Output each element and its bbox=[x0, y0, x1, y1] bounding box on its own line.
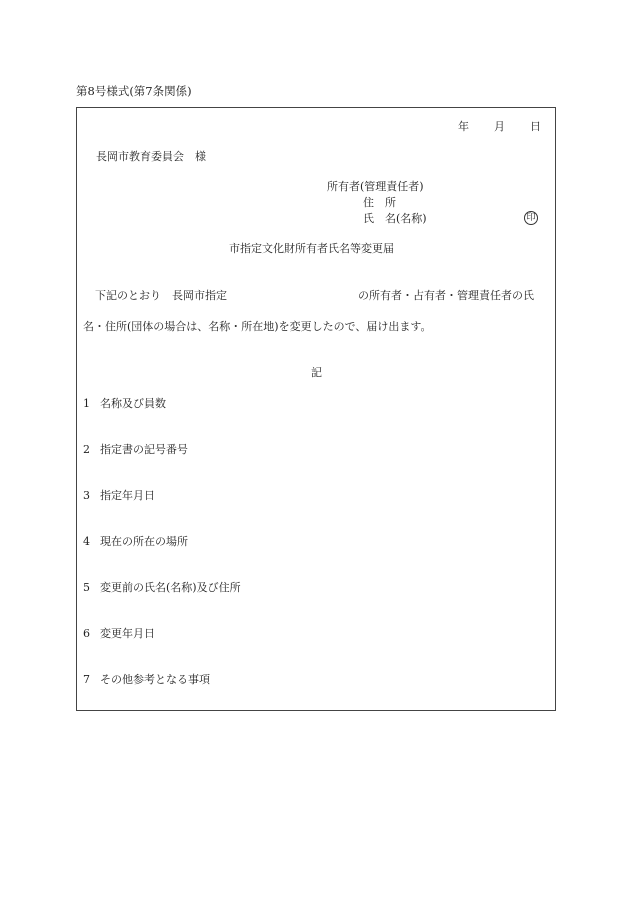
owner-label: 所有者(管理責任者) bbox=[327, 180, 424, 193]
date-day-label: 日 bbox=[530, 120, 541, 133]
form-title: 市指定文化財所有者氏名等変更届 bbox=[229, 242, 394, 255]
body-line1-part1: 下記のとおり 長岡市指定 bbox=[95, 289, 227, 302]
item-number: 7 bbox=[83, 673, 90, 686]
date-month-label: 月 bbox=[494, 120, 505, 133]
date-year-label: 年 bbox=[458, 120, 469, 133]
form-number: 第8号様式(第7条関係) bbox=[76, 84, 192, 98]
item-label: その他参考となる事項 bbox=[100, 673, 210, 686]
item-number: 2 bbox=[83, 443, 90, 456]
addressee: 長岡市教育委員会 様 bbox=[96, 150, 206, 163]
item-number: 3 bbox=[83, 489, 90, 502]
item-label: 現在の所在の場所 bbox=[100, 535, 188, 548]
item-label: 指定書の記号番号 bbox=[100, 443, 188, 456]
item-number: 1 bbox=[83, 397, 90, 410]
item-number: 4 bbox=[83, 535, 90, 548]
item-label: 名称及び員数 bbox=[100, 397, 166, 410]
item-label: 変更前の氏名(名称)及び住所 bbox=[100, 581, 241, 594]
body-line2: 名・住所(団体の場合は、名称・所在地)を変更したので、届け出ます。 bbox=[83, 320, 432, 333]
item-label: 指定年月日 bbox=[100, 489, 155, 502]
ki-heading: 記 bbox=[311, 366, 322, 379]
name-label: 氏 名(名称) bbox=[363, 212, 427, 225]
item-label: 変更年月日 bbox=[100, 627, 155, 640]
seal-mark: 印 bbox=[524, 211, 538, 225]
body-line1-part2: の所有者・占有者・管理責任者の氏 bbox=[358, 289, 534, 302]
address-label: 住 所 bbox=[363, 196, 396, 209]
item-number: 5 bbox=[83, 581, 90, 594]
item-number: 6 bbox=[83, 627, 90, 640]
